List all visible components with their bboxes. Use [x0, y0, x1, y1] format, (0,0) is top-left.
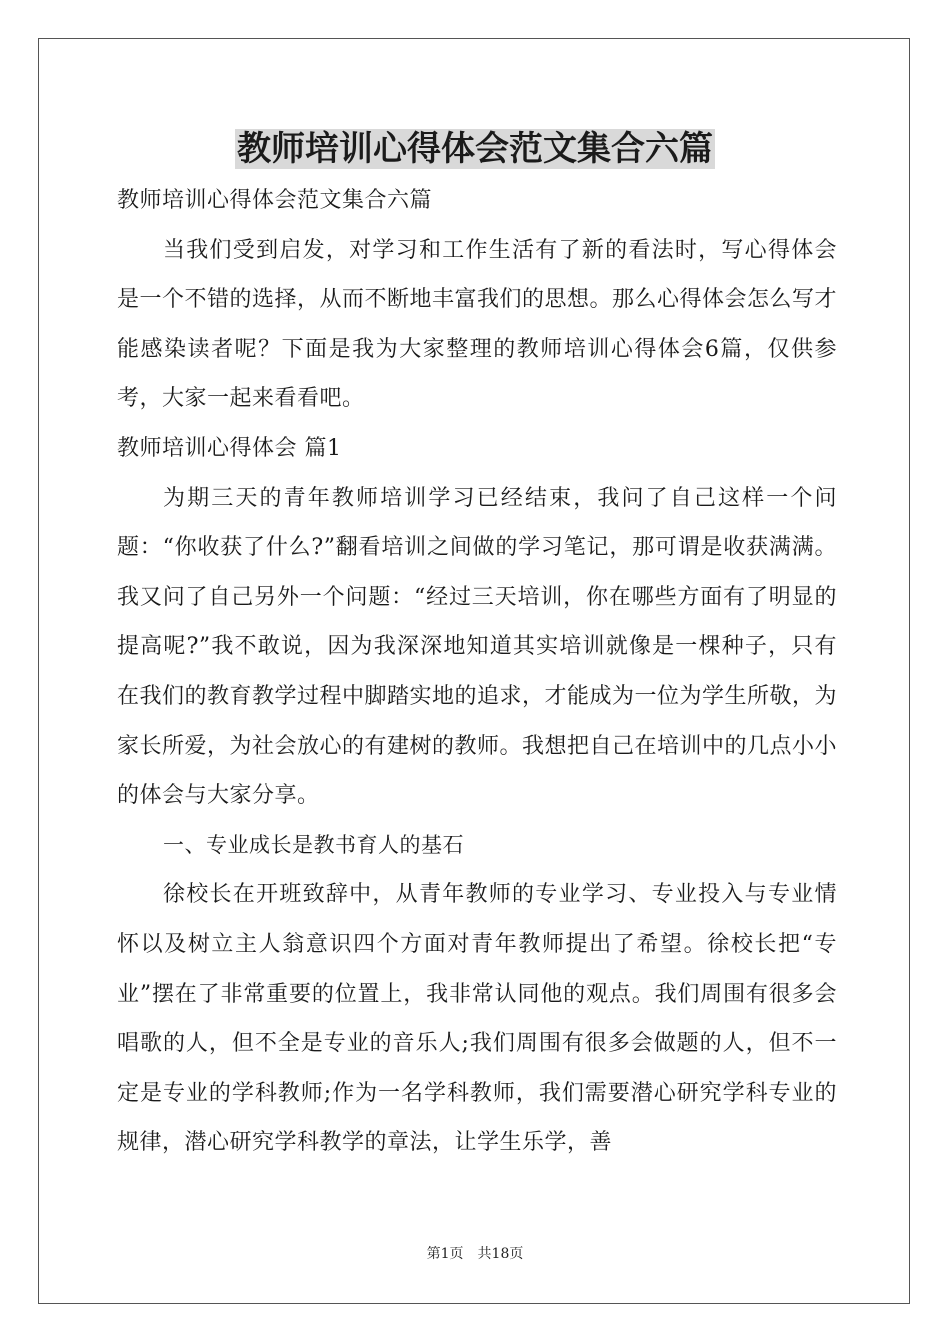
body-paragraph: 徐校长在开班致辞中，从青年教师的专业学习、专业投入与专业情怀以及树立主人翁意识四个方面对青年教师提出了希望。徐校长把“专业”摆在了非常重要的位置上，我非常认同他的观点。我们周围有很多会唱歌的人，但不全是专业的音乐人;我们周围有很多会做题的人，但不一定是专业的学科教师;作为一名学科教师，我们需要潜心研究学科专业的规律，潜心研究学科教学的章法，让学生乐学，善 — [117, 882, 837, 1156]
section-heading-1: 教师培训心得体会 篇1 — [117, 435, 342, 461]
page-number: 第1页 — [426, 1246, 464, 1262]
intro-paragraph: 当我们受到启发，对学习和工作生活有了新的看法时，写心得体会是一个不错的选择，从而不断地丰富我们的思想。那么心得体会怎么写才能感染读者呢？下面是我为大家整理的教师培训心得体会6篇，仅供参考，大家一起来看看吧。 — [117, 237, 838, 412]
page-footer — [0, 1244, 950, 1264]
document-title-text: 教师培训心得体会范文集合六篇 — [237, 129, 713, 169]
page-total: 共18页 — [477, 1246, 524, 1262]
document-body — [117, 176, 837, 1168]
subtitle-line: 教师培训心得体会范文集合六篇 — [117, 188, 433, 213]
subsection-heading: 一、专业成长是教书育人的基石 — [163, 832, 464, 857]
document-title — [0, 124, 950, 174]
body-paragraph: 为期三天的青年教师培训学习已经结束，我问了自己这样一个问题：“你收获了什么?”翻看培训之间做的学习笔记，那可谓是收获满满。我又问了自己另外一个问题：“经过三天培训，你在哪些方面有了明显的提高呢?”我不敢说，因为我深深地知道其实培训就像是一棵种子，只有在我们的教育教学过程中脚踏实地的追求，才能成为一位为学生所敬，为家长所爱，为社会放心的有建树的教师。我想把自己在培训中的几点小小的体会与大家分享。 — [117, 485, 838, 809]
